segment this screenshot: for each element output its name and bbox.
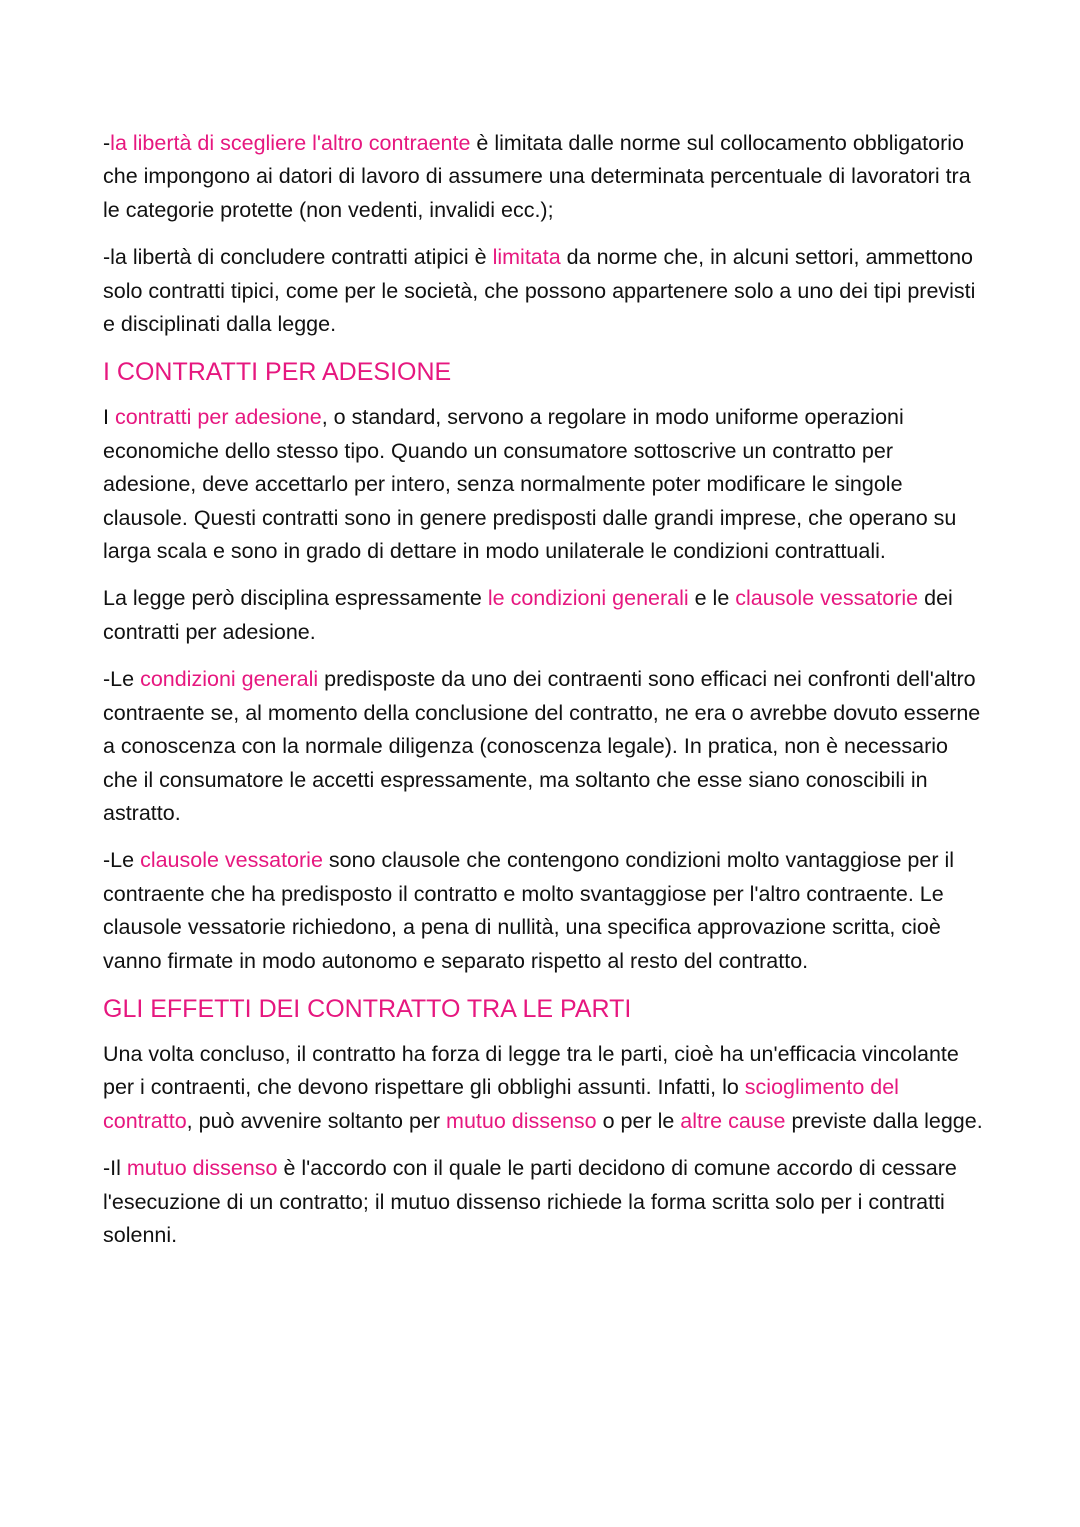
text: Una volta concluso, il contratto ha forza di legge tra le parti, cioè ha un'efficacia vincolante per i contraenti, che devono rispettare gli obblighi assunti. Infatti, lo [103,1041,959,1100]
paragraph-condizioni-generali [103,663,983,830]
paragraph-contratti-atipici [103,241,983,341]
highlight-limitata: limitata [492,245,561,270]
highlight-contratti-per-adesione: contratti per adesione [114,405,322,430]
paragraph-scelta-contraente [103,127,983,227]
text: o per le [596,1108,681,1133]
paragraph-contratti-adesione [103,401,983,568]
highlight-mutuo-dissenso: mutuo dissenso [126,1156,278,1181]
text: -Il [103,1156,127,1181]
text: dei contratti per adesione. [103,586,953,644]
text: sono clausole che contengono condizioni molto vantaggiose per il contraente che ha predisposto il contratto e molto svantaggiose per l'altro contraente. Le clausole vessatorie richiedono, a pena di nullità, una specifica approvazione scritta, cioè vanno firmate in modo autonomo e separato rispetto al resto del contratto. [103,848,955,973]
text: - [103,131,111,155]
paragraph-forza-di-legge [103,1038,983,1138]
highlight-liberta-scegliere: la libertà di scegliere l'altro contraente [110,131,471,155]
text: è l'accordo con il quale le parti decidono di comune accordo di cessare l'esecuzione di un contratto; il mutuo dissenso richiede la forma scritta solo per i contratti solenni. [103,1156,957,1247]
text: La legge però disciplina espressamente [103,586,488,611]
highlight-clausole-vessatorie: clausole vessatorie [735,586,919,611]
text: -Le [103,848,141,873]
text: predisposte da uno dei contraenti sono efficaci nei confronti dell'altro contraente se, al momento della conclusione del contratto, ne era o avrebbe dovuto esserne a conoscenza con la normale diligenza (conoscenza legale). In pratica, non è necessario che il consumatore le accetti espressamente, ma soltanto che esse siano conoscibili in astratto. [103,667,981,825]
document-page [103,127,983,1266]
paragraph-legge-disciplina [103,582,983,649]
highlight-condizioni-generali: le condizioni generali [487,586,689,611]
highlight-clausole-vessatorie: clausole vessatorie [140,848,323,873]
text: previste dalla legge. [785,1108,983,1133]
highlight-scioglimento: scioglimento del contratto [103,1075,899,1133]
text: -la libertà di concludere contratti atipici è [103,245,493,270]
text: I [103,405,115,430]
highlight-altre-cause: altre cause [680,1108,786,1133]
highlight-condizioni-generali: condizioni generali [140,667,319,692]
paragraph-clausole-vessatorie [103,844,983,978]
text: , o standard, servono a regolare in modo uniforme operazioni economiche dello stesso tipo. Quando un consumatore sottoscrive un contratto per adesione, deve accettarlo per intero, senza normalmente poter modificare le singole clausole. Questi contratti sono in genere predisposti dalle grandi imprese, che operano su larga scala e sono in grado di dettare in modo unilaterale le condizioni contrattuali. [103,405,957,564]
text: è limitata dalle norme sul collocamento obbligatorio che impongono ai datori di lavoro di assumere una determinata percentuale di lavoratori tra le categorie protette (non vedenti, invalidi ecc.); [103,131,971,222]
text: da norme che, in alcuni settori, ammettono solo contratti tipici, come per le società, che possono appartenere solo a uno dei tipi previsti e disciplinati dalla legge. [103,245,976,337]
highlight-mutuo-dissenso: mutuo dissenso [446,1108,597,1133]
paragraph-mutuo-dissenso [103,1152,983,1252]
text: , può avvenire soltanto per [186,1108,447,1133]
section-heading-effetti-contratto: GLI EFFETTI DEI CONTRATTO TRA LE PARTI [103,994,632,1023]
text: -Le [103,667,141,692]
text: e le [688,586,736,611]
section-heading-contratti-adesione: I CONTRATTI PER ADESIONE [103,358,452,387]
